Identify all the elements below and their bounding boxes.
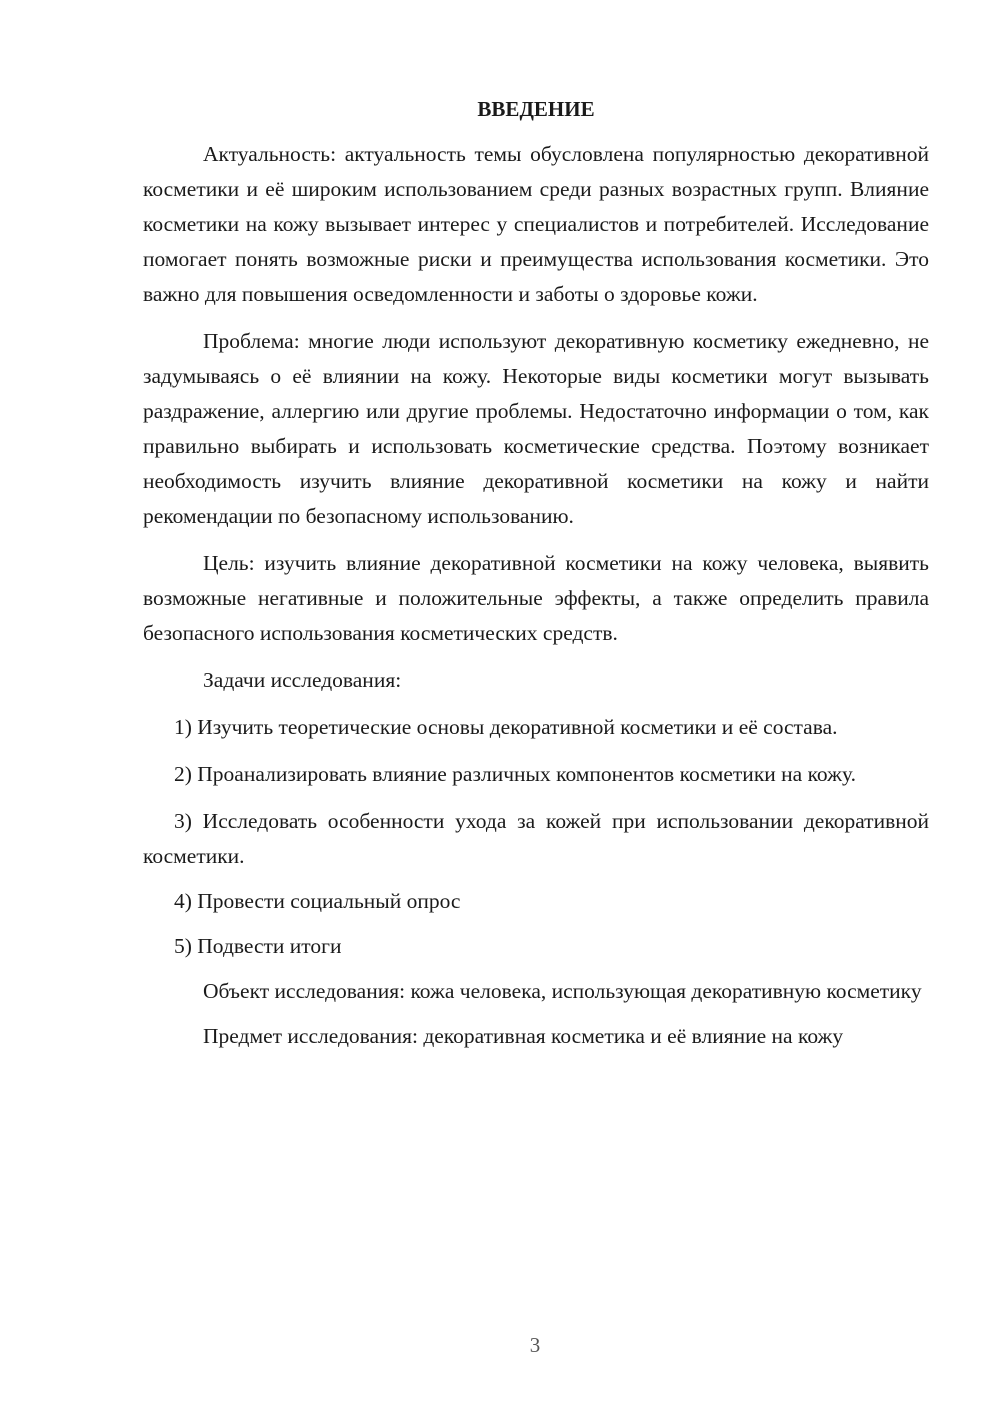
- goal-paragraph: Цель: изучить влияние декоративной косметики на кожу человека, выявить возможные негативные и положительные эффекты, а также определить правила безопасного использования косметических средств.: [143, 551, 929, 645]
- research-subject-paragraph: Предмет исследования: декоративная косметика и её влияние на кожу: [203, 1024, 844, 1048]
- relevance-paragraph: Актуальность: актуальность темы обусловлена популярностью декоративной косметики и её широким использованием среди разных возрастных групп. Влияние косметики на кожу вызывает интерес у специалистов и потребителей. Исследование помогает понять возможные риски и преимущества использования косметики. Это важно для повышения осведомленности и заботы о здоровье кожи.: [143, 142, 929, 306]
- task-item-4: 4) Провести социальный опрос: [174, 889, 461, 913]
- research-object-paragraph: Объект исследования: кожа человека, использующая декоративную косметику: [203, 979, 922, 1003]
- section-title: ВВЕДЕНИЕ: [477, 97, 595, 121]
- task-item-3: 3) Исследовать особенности ухода за кожей при использовании декоративной косметики.: [143, 809, 929, 868]
- document-page: [143, 92, 929, 1054]
- tasks-heading: Задачи исследования:: [203, 668, 402, 692]
- page-number: 3: [529, 1333, 541, 1357]
- task-item-5: 5) Подвести итоги: [174, 934, 342, 958]
- task-item-1: 1) Изучить теоретические основы декоративной косметики и её состава.: [174, 715, 838, 739]
- task-item-2: 2) Проанализировать влияние различных компонентов косметики на кожу.: [174, 762, 856, 786]
- problem-paragraph: Проблема: многие люди используют декоративную косметику ежедневно, не задумываясь о её влиянии на кожу. Некоторые виды косметики могут вызывать раздражение, аллергию или другие проблемы. Недостаточно информации о том, как правильно выбирать и использовать косметические средства. Поэтому возникает необходимость изучить влияние декоративной косметики на кожу и найти рекомендации по безопасному использованию.: [143, 329, 929, 528]
